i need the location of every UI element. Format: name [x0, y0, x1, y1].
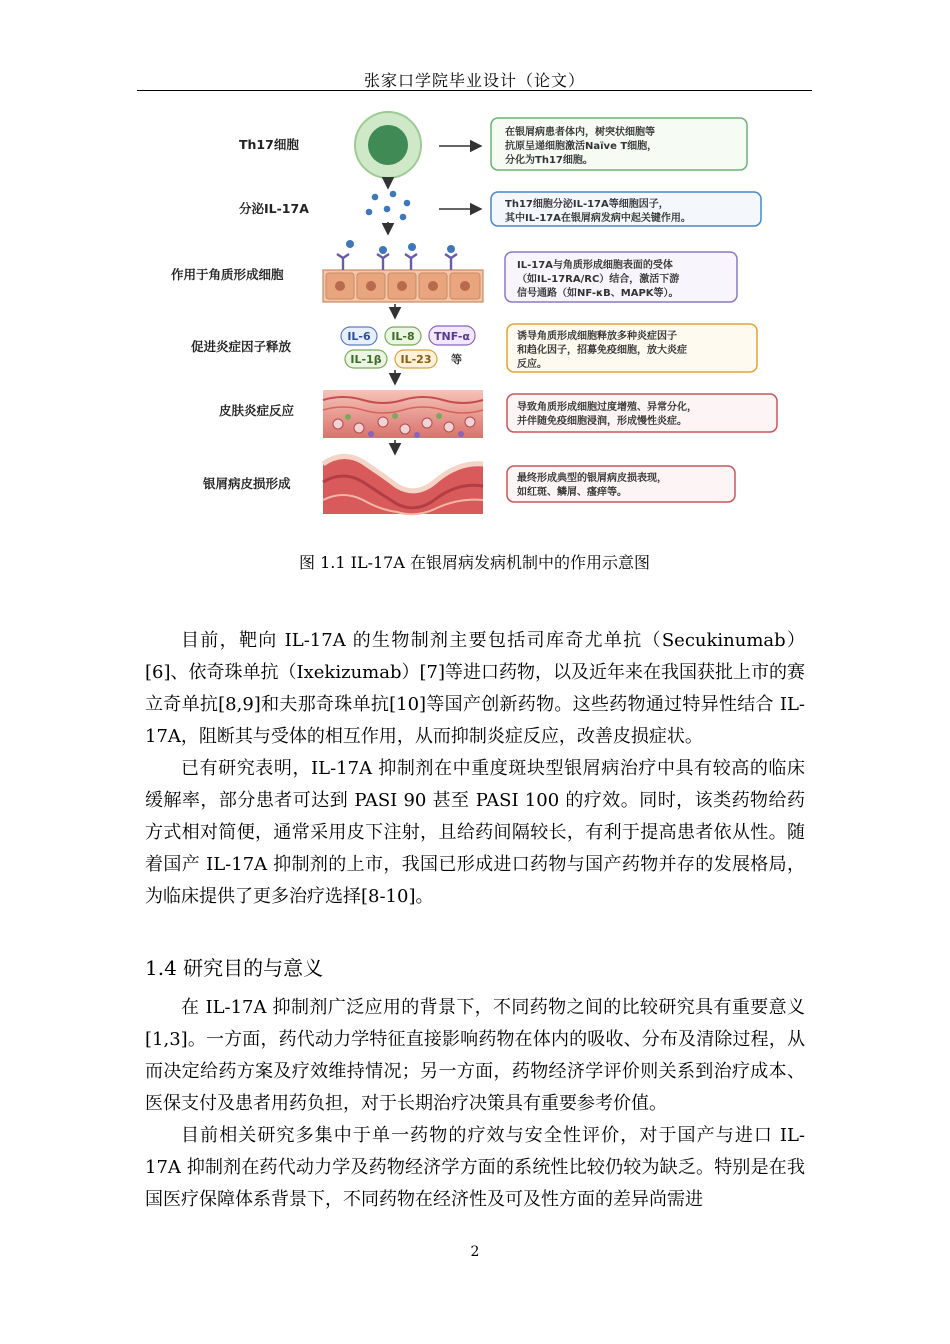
cytokine-il8-pill	[385, 327, 421, 345]
svg-text:TNF-α: TNF-α	[433, 330, 471, 343]
cytokine-il23-pill	[395, 350, 437, 368]
row-label-secrete: 分泌IL-17A	[239, 201, 309, 216]
svg-text:最终形成典型的银屑病皮损表现，: 最终形成典型的银屑病皮损表现，	[517, 473, 667, 484]
svg-text:IL-1β: IL-1β	[350, 353, 382, 366]
svg-text:IL-8: IL-8	[391, 330, 415, 343]
note-box-inflammation	[507, 394, 777, 432]
row-label-keratinocyte: 作用于角质形成细胞	[171, 267, 284, 282]
svg-text:反应。: 反应。	[517, 359, 547, 370]
svg-text:分化为Th17细胞。: 分化为Th17细胞。	[505, 155, 593, 166]
note-box-th17	[491, 118, 747, 170]
il17a-molecules-icon	[366, 191, 411, 221]
psoriasis-lesion-icon	[323, 456, 483, 514]
svg-text:和趋化因子，招募免疫细胞，放大炎症: 和趋化因子，招募免疫细胞，放大炎症	[517, 345, 687, 356]
svg-text:IL-23: IL-23	[400, 353, 432, 366]
section-heading: 1.4 研究目的与意义	[145, 956, 324, 980]
svg-text:IL-6: IL-6	[347, 330, 371, 343]
svg-text:IL-17A与角质形成细胞表面的受体: IL-17A与角质形成细胞表面的受体	[517, 260, 673, 271]
row-label-th17: Th17细胞	[239, 137, 299, 152]
cytokine-il6-pill	[341, 327, 377, 345]
note-box-lesion	[507, 466, 735, 502]
svg-text:导致角质形成细胞过度增殖、异常分化，: 导致角质形成细胞过度增殖、异常分化，	[517, 402, 697, 413]
figure-caption: 图 1.1 IL-17A 在银屑病发病机制中的作用示意图	[299, 553, 650, 572]
svg-text:其中IL-17A在银屑病发病中起关键作用。: 其中IL-17A在银屑病发病中起关键作用。	[505, 213, 691, 224]
keratinocyte-layer-icon	[323, 240, 483, 302]
body-section-purpose	[145, 992, 805, 1216]
body-section-intro	[145, 625, 805, 913]
paragraph: 目前，靶向 IL-17A 的生物制剂主要包括司库奇尤单抗（Secukinumab）[6]、依奇珠单抗（Ixekizumab）[7]等进口药物，以及近年来在我国获批上市的赛立奇单抗[8,9]和夫那奇珠单抗[10]等国产创新药物。这些药物通过特异性结合 IL-17A，阻断其与受体的相互作用，从而抑制炎症反应，改善皮损症状。	[145, 630, 805, 747]
row-label-cytokine: 促进炎症因子释放	[191, 339, 292, 354]
svg-text:（如IL-17RA/RC）结合，激活下游: （如IL-17RA/RC）结合，激活下游	[517, 274, 680, 285]
svg-text:诱导角质形成细胞释放多种炎症因子: 诱导角质形成细胞释放多种炎症因子	[517, 331, 677, 342]
svg-text:Th17细胞分泌IL-17A等细胞因子，: Th17细胞分泌IL-17A等细胞因子，	[505, 199, 669, 210]
svg-text:在银屑病患者体内，树突状细胞等: 在银屑病患者体内，树突状细胞等	[505, 127, 655, 138]
flow-arrows-horizontal	[439, 146, 481, 209]
cytokine-il1b-pill	[345, 350, 387, 368]
paragraph: 在 IL-17A 抑制剂广泛应用的背景下，不同药物之间的比较研究具有重要意义[1,3]。一方面，药代动力学特征直接影响药物在体内的吸收、分布及清除过程，从而决定给药方案及疗效维持情况；另一方面，药物经济学评价则关系到治疗成本、医保支付及患者用药负担，对于长期治疗决策具有重要参考价值。	[145, 997, 805, 1114]
cytokine-etc: 等	[451, 353, 462, 366]
note-box-cytokine	[507, 324, 757, 372]
page-number: 2	[470, 1244, 480, 1260]
paragraph: 已有研究表明，IL-17A 抑制剂在中重度斑块型银屑病治疗中具有较高的临床缓解率，部分患者可达到 PASI 90 甚至 PASI 100 的疗效。同时，该类药物给药方式相对简便，通常采用皮下注射，且给药间隔较长，有利于提高患者依从性。随着国产 IL-17A 抑制剂的上市，我国已形成进口药物与国产药物并存的发展格局，为临床提供了更多治疗选择[8-10]。	[145, 758, 805, 907]
svg-text:如红斑、鳞屑、瘙痒等。: 如红斑、鳞屑、瘙痒等。	[517, 487, 627, 498]
paragraph: 目前相关研究多集中于单一药物的疗效与安全性评价，对于国产与进口 IL-17A 抑制剂在药代动力学及药物经济学方面的系统性比较仍较为缺乏。特别是在我国医疗保障体系背景下，不同药物在经济性及可及性方面的差异尚需进	[145, 1125, 805, 1210]
header-rule	[137, 90, 812, 91]
cytokine-tnf-pill	[429, 326, 475, 345]
svg-text:信号通路（如NF-κB、MAPK等）。: 信号通路（如NF-κB、MAPK等）。	[517, 288, 679, 299]
svg-text:并伴随免疫细胞浸润，形成慢性炎症。: 并伴随免疫细胞浸润，形成慢性炎症。	[517, 416, 687, 427]
th17-cell-icon	[355, 112, 421, 178]
il17a-mechanism-diagram	[143, 104, 803, 529]
row-label-lesion: 银屑病皮损形成	[203, 476, 291, 491]
note-box-secrete	[491, 192, 761, 226]
inflamed-skin-icon	[323, 390, 483, 438]
row-label-inflammation: 皮肤炎症反应	[219, 403, 295, 418]
svg-text:抗原呈递细胞激活Naïve T细胞，: 抗原呈递细胞激活Naïve T细胞，	[505, 141, 658, 152]
page-header: 张家口学院毕业设计（论文）	[363, 71, 585, 90]
note-box-keratinocyte	[505, 252, 737, 302]
